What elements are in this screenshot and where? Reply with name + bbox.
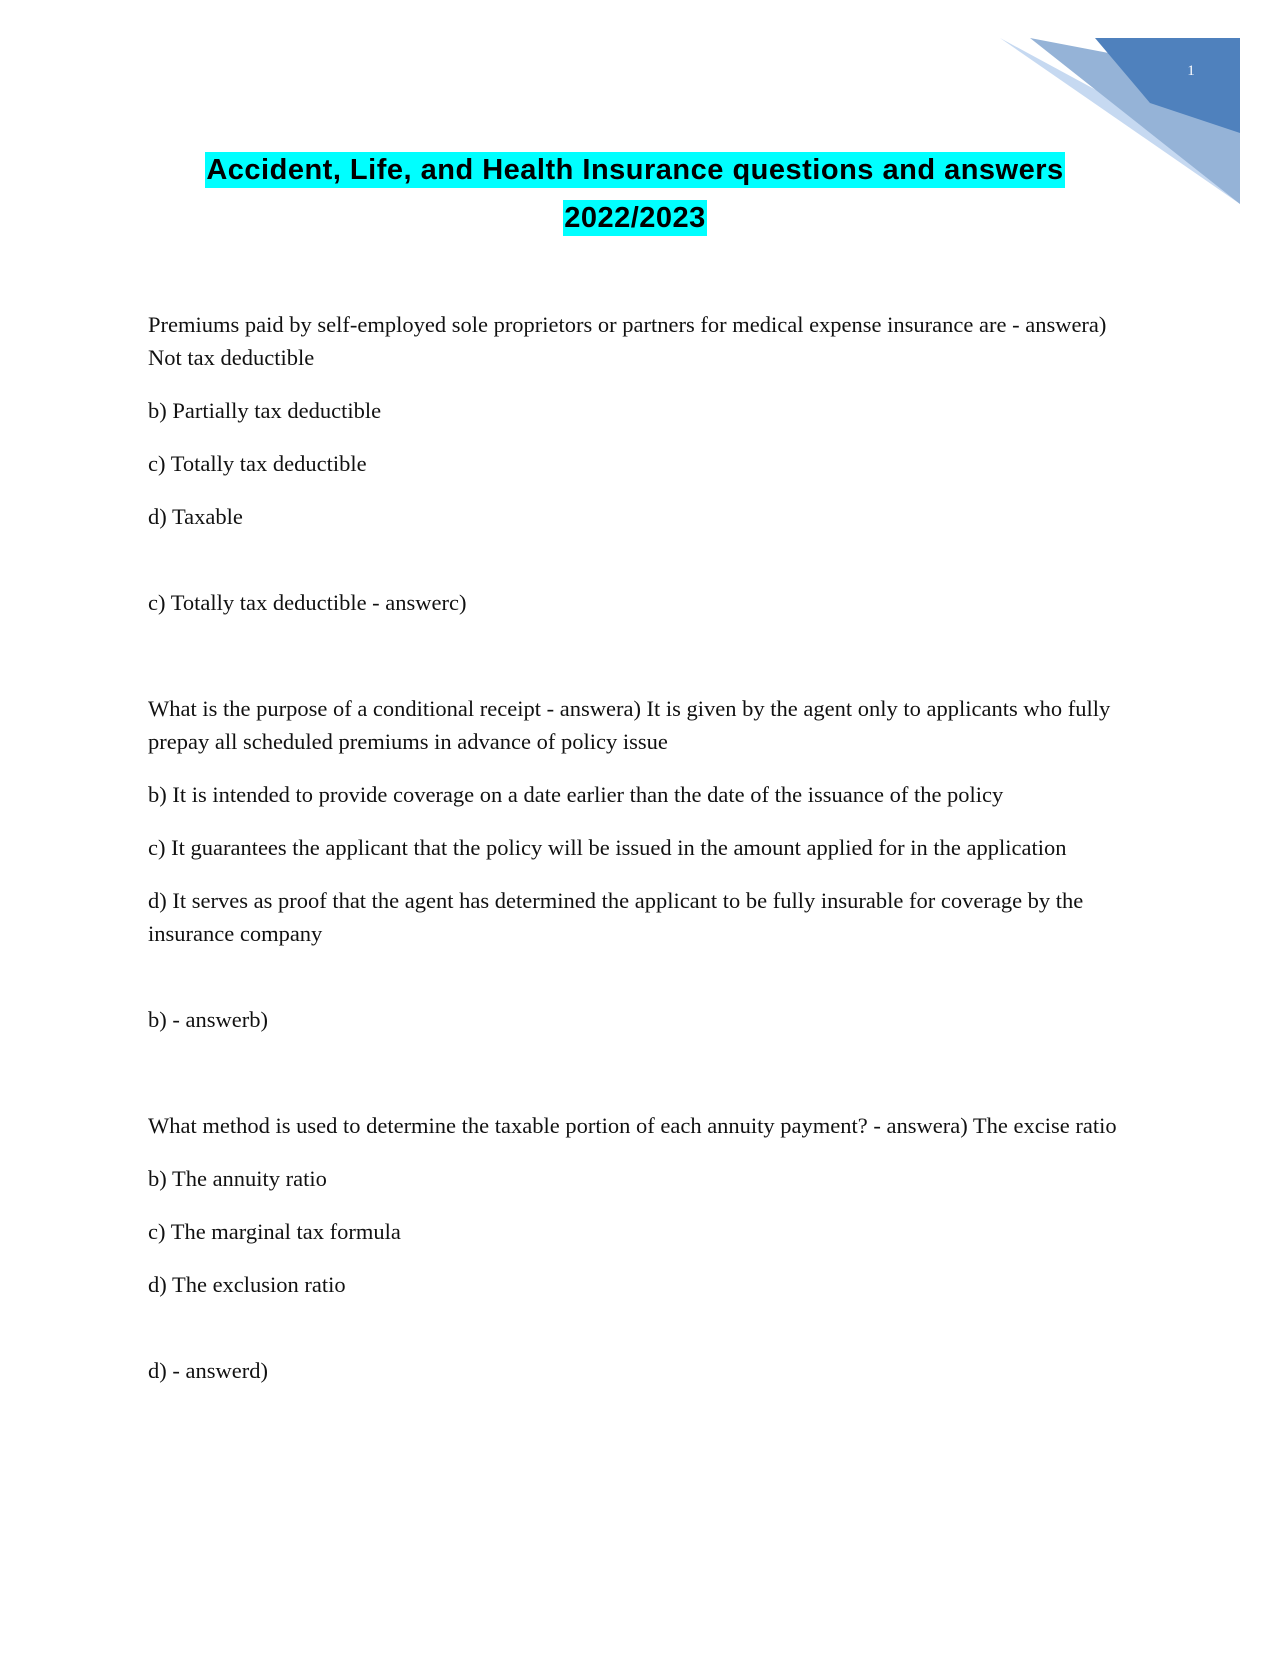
option-b: b) The annuity ratio bbox=[148, 1166, 327, 1191]
document-body bbox=[148, 308, 1133, 1460]
option-b: b) It is intended to provide coverage on a date earlier than the date of the issuance of the policy bbox=[148, 782, 1004, 807]
option-b: b) Partially tax deductible bbox=[148, 398, 382, 423]
answer-text: d) - answerd) bbox=[148, 1358, 268, 1383]
option-d: d) The exclusion ratio bbox=[148, 1272, 346, 1297]
question-text: Premiums paid by self-employed sole proprietors or partners for medical expense insurance are - answera) Not tax deductible bbox=[148, 312, 1107, 370]
answer-text: b) - answerb) bbox=[148, 1007, 268, 1032]
page-number: 1 bbox=[1187, 63, 1195, 79]
option-c: c) The marginal tax formula bbox=[148, 1219, 401, 1244]
title-line-2: 2022/2023 bbox=[564, 202, 706, 234]
page-title bbox=[140, 146, 1130, 242]
answer-text: c) Totally tax deductible - answerc) bbox=[148, 590, 467, 615]
question-block-3 bbox=[148, 1109, 1133, 1387]
question-text: What method is used to determine the taxable portion of each annuity payment? - answera) The excise ratio bbox=[148, 1113, 1117, 1138]
option-c: c) Totally tax deductible bbox=[148, 451, 367, 476]
option-d: d) It serves as proof that the agent has determined the applicant to be fully insurable for coverage by the insurance company bbox=[148, 888, 1084, 946]
question-block-1 bbox=[148, 308, 1133, 619]
option-c: c) It guarantees the applicant that the policy will be issued in the amount applied for in the application bbox=[148, 835, 1067, 860]
question-block-2 bbox=[148, 692, 1133, 1036]
title-line-1: Accident, Life, and Health Insurance questions and answers bbox=[206, 154, 1064, 186]
option-d: d) Taxable bbox=[148, 504, 243, 529]
question-text: What is the purpose of a conditional receipt - answera) It is given by the agent only to applicants who fully prepay all scheduled premiums in advance of policy issue bbox=[148, 696, 1111, 754]
